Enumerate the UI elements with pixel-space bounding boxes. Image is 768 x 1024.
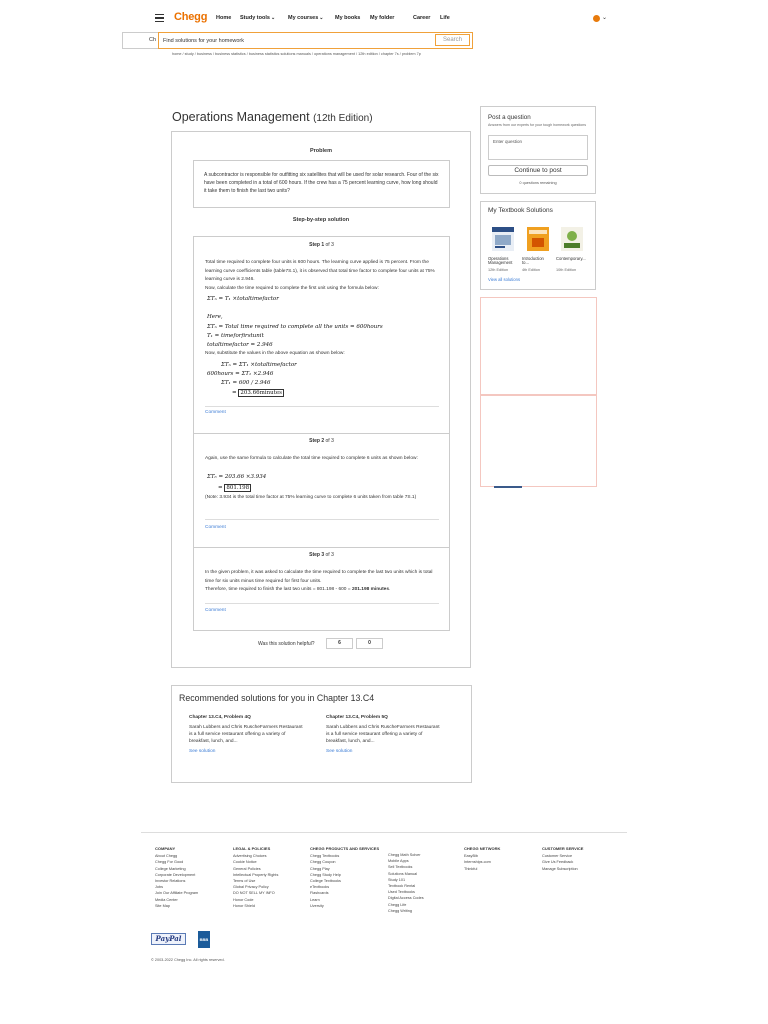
textbook-name[interactable]: Contemporary... bbox=[556, 256, 586, 261]
step-2 bbox=[193, 433, 450, 548]
recommended-heading: Chapter 13.C4, Problem 5Q bbox=[326, 715, 388, 720]
footer-link[interactable]: Investor Relations bbox=[155, 879, 186, 884]
footer-link[interactable]: DO NOT SELL MY INFO bbox=[233, 891, 275, 896]
nav-career[interactable]: Career bbox=[413, 15, 431, 21]
footer-link[interactable]: eTextbooks bbox=[310, 885, 330, 890]
breadcrumb[interactable]: home / study / business / business statistics / business statistics solutions manuals / operations management / 12th edition / chapter 7s / problem 7p bbox=[172, 52, 421, 56]
question-input[interactable]: Enter question bbox=[488, 135, 588, 160]
divider bbox=[205, 519, 439, 520]
footer-link[interactable]: Textbook Rental bbox=[388, 884, 416, 889]
equation-result: = 203.66minutes bbox=[232, 390, 282, 396]
footer-link[interactable]: General Policies bbox=[233, 866, 261, 871]
footer-link[interactable]: Intellectual Property Rights bbox=[233, 872, 279, 877]
footer-column-products-2 bbox=[388, 852, 424, 914]
step-text: In the given problem, it was asked to calculate the time required to complete the last two units which is total time for six units minus time required for first four units. bbox=[205, 570, 433, 584]
nav-home[interactable]: Home bbox=[216, 15, 232, 21]
nav-my-books[interactable]: My books bbox=[335, 15, 361, 21]
step-3 bbox=[193, 547, 450, 631]
step-text: Again, use the same formula to calculate the total time required to complete 6 units as shown below: bbox=[205, 456, 418, 461]
see-solution-link[interactable]: See solution bbox=[189, 749, 216, 754]
step-title: Step 3 of 3 bbox=[309, 552, 334, 558]
footer-link[interactable]: Site Map bbox=[155, 903, 170, 908]
search-button[interactable]: Search bbox=[435, 34, 470, 46]
step-1 bbox=[193, 236, 450, 434]
comment-link[interactable]: Comment bbox=[205, 410, 226, 415]
footer-link[interactable]: College Marketing bbox=[155, 866, 186, 871]
textbook-name[interactable]: Introduction to... bbox=[522, 256, 544, 266]
footer-link[interactable]: Solutions Manual bbox=[388, 871, 418, 876]
chegg-logo[interactable]: Chegg bbox=[174, 11, 208, 23]
helpful-question: Was this solution helpful? bbox=[258, 641, 315, 647]
book-cover-image[interactable] bbox=[492, 227, 514, 251]
nav-study-tools[interactable]: Study tools⌄ bbox=[240, 15, 276, 21]
equation: Here, bbox=[207, 314, 223, 320]
equation: ΣT₆ = 203.66 ×3.934 bbox=[207, 474, 267, 480]
recommended-item[interactable] bbox=[189, 714, 307, 755]
footer-column-company: COMPANY About Chegg Chegg For Good College Marketing Corporate Development Investor Relations Jobs Join Our Affiliate Program Media Center Site Map bbox=[155, 846, 199, 908]
equation-result: = 801.198 bbox=[218, 485, 250, 491]
ad-slot bbox=[480, 395, 597, 487]
footer-link[interactable]: Advertising Choices bbox=[233, 854, 267, 859]
equation: ΣTₙ = ΣT₁ ×totaltimefactor bbox=[221, 362, 297, 368]
equation: ΣTₙ = Total time required to complete all the units = 600hours bbox=[207, 324, 383, 330]
footer-link[interactable]: About Chegg bbox=[155, 854, 178, 859]
textbook-edition: 10th Edition bbox=[556, 268, 577, 272]
divider bbox=[205, 406, 439, 407]
chevron-down-icon: ⌄ bbox=[270, 15, 276, 21]
nav-life[interactable]: Life bbox=[440, 15, 450, 21]
book-cover-image[interactable] bbox=[561, 227, 583, 251]
footer-link[interactable]: Terms of Use bbox=[233, 879, 256, 884]
post-question-title: Post a question bbox=[488, 114, 531, 121]
footer-link[interactable]: Learn bbox=[310, 897, 320, 902]
footer-link[interactable]: Flashcards bbox=[310, 891, 329, 896]
problem-heading: Problem bbox=[309, 148, 332, 154]
recommended-text: Sarah Lubbers and Chris RuscheFarmers Restaurant is a full service restaurant offering a variety of breakfast, lunch, and... bbox=[326, 725, 440, 744]
step-text: (Note: 3.934 is the total time factor at 75% learning curve to complete 6 units taken from table 7S.1) bbox=[205, 495, 417, 500]
equation: ΣT₁ = 600 / 2.946 bbox=[221, 380, 271, 386]
footer-link[interactable]: College Textbooks bbox=[310, 879, 341, 884]
step-text: Now, calculate the time required to complete the first unit using the formula below: bbox=[205, 286, 379, 291]
recommended-text: Sarah Lubbers and Chris RuscheFarmers Restaurant is a full service restaurant offering a variety of breakfast, lunch, and... bbox=[189, 725, 303, 744]
footer-link[interactable]: Chegg Play bbox=[310, 866, 330, 871]
footer-link[interactable]: Cookie Notice bbox=[233, 860, 257, 865]
copyright-text: © 2003-2022 Chegg Inc. All rights reserved. bbox=[151, 958, 225, 962]
footer-link[interactable]: Digital Access Codes bbox=[388, 896, 424, 901]
textbook-name[interactable]: Operations Management bbox=[488, 256, 513, 266]
footer-link[interactable]: Jobs bbox=[155, 885, 164, 890]
footer-link[interactable]: Mobile Apps bbox=[388, 859, 409, 864]
textbook-edition: 12th Edition bbox=[488, 268, 509, 272]
step-title: Step 2 of 3 bbox=[309, 438, 334, 444]
questions-remaining: 0 questions remaining bbox=[519, 181, 557, 185]
recommended-item[interactable] bbox=[326, 714, 444, 755]
footer-divider bbox=[141, 832, 627, 833]
footer-link[interactable]: Used Textbooks bbox=[388, 890, 415, 895]
book-cover-image[interactable] bbox=[527, 227, 549, 251]
recommended-heading: Chapter 13.C4, Problem 4Q bbox=[189, 715, 251, 720]
bbb-badge[interactable]: BBB bbox=[198, 931, 210, 948]
comment-link[interactable]: Comment bbox=[205, 525, 226, 530]
footer-link[interactable]: Study 101 bbox=[388, 877, 406, 882]
continue-to-post-button[interactable]: Continue to post bbox=[488, 165, 588, 176]
upvote-button[interactable]: 6 bbox=[326, 638, 353, 649]
footer-link[interactable]: Chegg Coupon bbox=[310, 860, 336, 865]
chevron-down-icon[interactable]: ⌄ bbox=[602, 15, 608, 21]
ad-indicator bbox=[494, 486, 522, 488]
page-title: Operations Management (12th Edition) bbox=[172, 110, 373, 124]
search-input[interactable] bbox=[163, 36, 431, 45]
nav-my-courses[interactable]: My courses⌄ bbox=[288, 15, 324, 21]
footer-link[interactable]: Customer Service bbox=[542, 854, 573, 859]
chevron-down-icon: ⌄ bbox=[319, 15, 324, 21]
step-text: Now, substitute the values in the above equation as shown below: bbox=[205, 351, 345, 356]
step-text: Total time required to complete four units is 600 hours. The learning curve applied is 75 percent. From the learning curve coefficients table (table7S.1), it is observed that total time factor to complete four units at 75% learning curve is 2.946. bbox=[205, 260, 435, 282]
post-question-subtitle: Answers from our experts for your tough homework questions bbox=[488, 123, 587, 127]
problem-text: A subcontractor is responsible for outfitting six satellites that will be used for solar research. Four of the six have been completed in a total of 600 hours. If the crew has a 75 percent learning curve, how long should it take them to finish the last two units? bbox=[193, 160, 450, 208]
footer-link[interactable]: Thinkful bbox=[464, 866, 478, 871]
search-bar bbox=[158, 32, 473, 49]
footer-link[interactable]: Chegg Writing bbox=[388, 908, 412, 913]
footer-link[interactable]: Chegg Study Help bbox=[310, 872, 341, 877]
paypal-badge[interactable]: PayPal bbox=[151, 933, 186, 945]
footer-link[interactable]: Join Our Affiliate Program bbox=[155, 891, 199, 896]
equation: T₁ = timeforfirstunit bbox=[207, 333, 264, 339]
footer-link[interactable]: Manage Subscription bbox=[542, 866, 578, 871]
footer-link[interactable]: Uversity bbox=[310, 903, 324, 908]
footer-link[interactable]: Media Center bbox=[155, 897, 178, 902]
see-solution-link[interactable]: See solution bbox=[326, 749, 353, 754]
recommended-title: Recommended solutions for you in Chapter 13.C4 bbox=[179, 693, 375, 703]
solution-heading: Step-by-step solution bbox=[292, 217, 350, 223]
footer-column-network: CHEGG NETWORK EasyBib Internships.com Thinkful bbox=[464, 846, 501, 871]
footer-link[interactable]: Chegg Textbooks bbox=[310, 854, 340, 859]
footer-link[interactable]: Honor Code bbox=[233, 897, 254, 902]
avatar[interactable] bbox=[593, 15, 600, 22]
view-all-solutions-link[interactable]: View all solutions bbox=[488, 277, 521, 282]
footer-column-products: CHEGG PRODUCTS AND SERVICES Chegg Textbooks Chegg Coupon Chegg Play Chegg Study Help College Textbooks eTextbooks Flashcards Learn Uversity bbox=[310, 846, 380, 908]
divider bbox=[205, 603, 439, 604]
footer-link[interactable]: Corporate Development bbox=[155, 872, 196, 877]
footer-link[interactable]: Sell Textbooks bbox=[388, 865, 413, 870]
footer-link[interactable]: Give Us Feedback bbox=[542, 860, 574, 865]
nav-my-folder[interactable]: My folder bbox=[370, 15, 395, 21]
footer-link[interactable]: Chegg For Good bbox=[155, 860, 184, 865]
footer-link[interactable]: Internships.com bbox=[464, 860, 491, 865]
textbook-solutions-title: My Textbook Solutions bbox=[488, 207, 553, 214]
edition-label: (12th Edition) bbox=[313, 113, 373, 124]
textbook-edition: 4th Edition bbox=[522, 268, 540, 272]
equation: totaltimefactor = 2.946 bbox=[207, 342, 273, 348]
footer-link[interactable]: Honor Shield bbox=[233, 903, 255, 908]
menu-icon[interactable] bbox=[155, 14, 164, 22]
ad-slot bbox=[480, 297, 597, 395]
equation: 600hours = ΣT₁ ×2.946 bbox=[207, 371, 274, 377]
footer-link[interactable]: Global Privacy Policy bbox=[233, 885, 269, 890]
footer-column-customer-service: CUSTOMER SERVICE Customer Service Give Us Feedback Manage Subscription bbox=[542, 846, 584, 871]
footer-link[interactable]: EasyBib bbox=[464, 854, 478, 859]
downvote-button[interactable]: 0 bbox=[356, 638, 383, 649]
equation: ΣTₙ = T₁ ×totaltimefactor bbox=[207, 296, 279, 302]
step-title: Step 1 of 3 bbox=[309, 242, 334, 248]
step-text: Therefore, time required to finish the last two units = 801.198 - 600 = 201.198 minutes. bbox=[205, 587, 391, 592]
comment-link[interactable]: Comment bbox=[205, 608, 226, 613]
footer-column-legal: LEGAL & POLICIES Advertising Choices Cookie Notice General Policies Intellectual Property Rights Terms of Use Global Privacy Policy DO NOT SELL MY INFO Honor Code Honor Shield bbox=[233, 846, 279, 908]
footer-link[interactable]: Chegg Math Solver bbox=[388, 853, 421, 857]
search-category-select[interactable]: Ch bbox=[122, 32, 158, 49]
footer-link[interactable]: Chegg Life bbox=[388, 902, 407, 907]
